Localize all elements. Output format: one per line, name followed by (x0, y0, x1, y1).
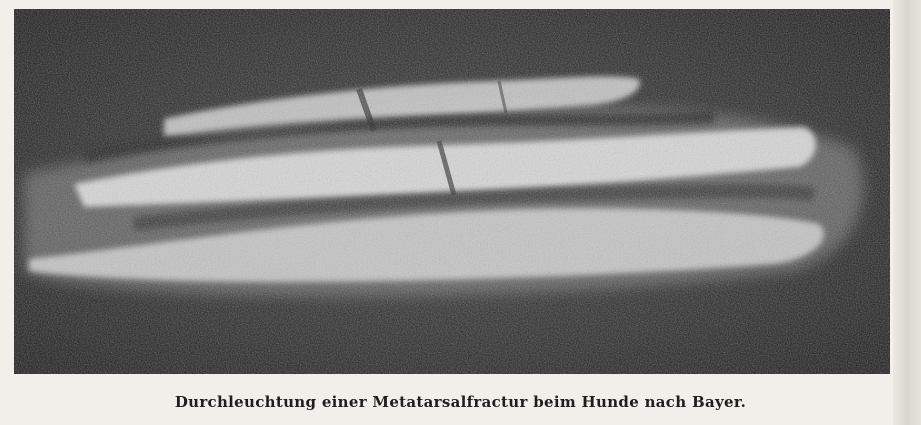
page-margin-shadow (893, 0, 921, 425)
xray-figure (14, 9, 890, 374)
figure-caption: Durchleuchtung einer Metatarsalfractur beim Hunde nach Bayer. (174, 393, 747, 411)
xray-image (14, 9, 890, 374)
